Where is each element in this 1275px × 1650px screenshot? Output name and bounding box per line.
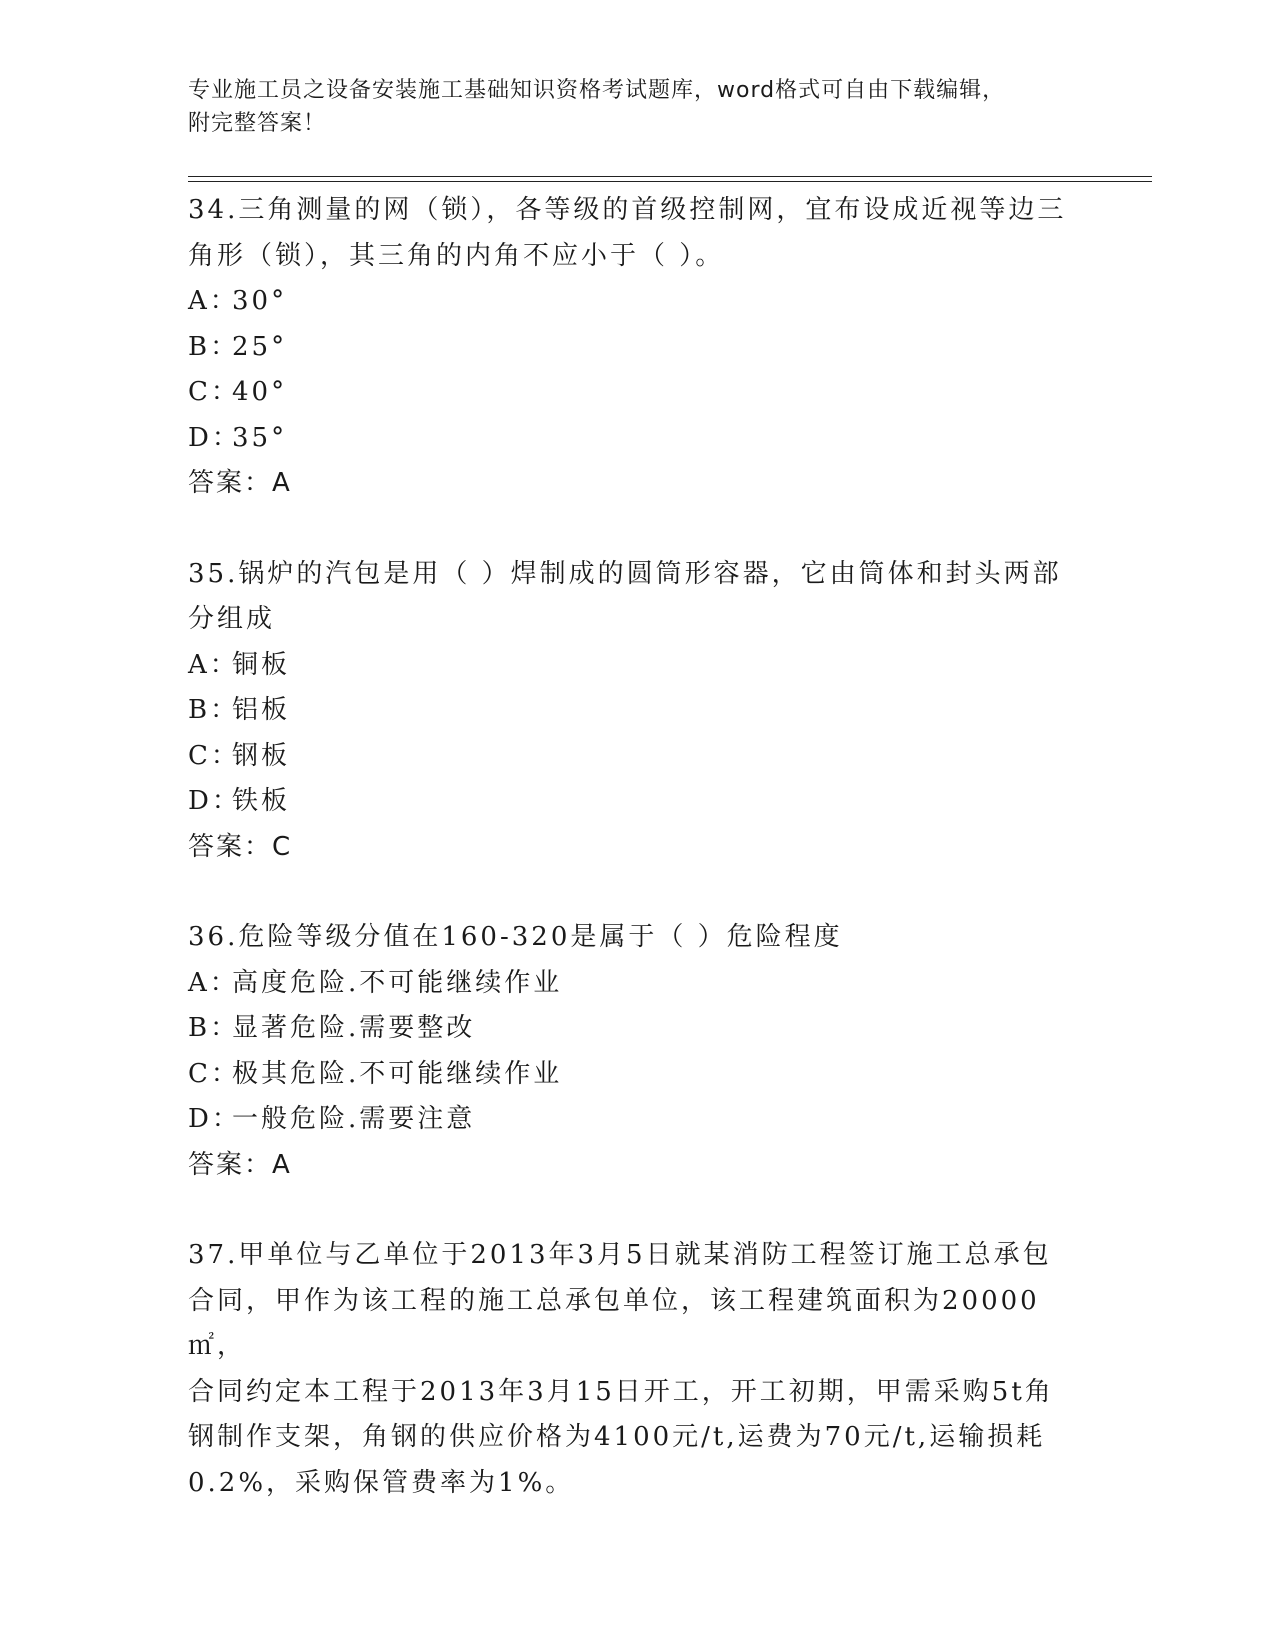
question-stem-line: 分组成: [188, 604, 276, 634]
option-b: [188, 688, 1088, 734]
option-text: 铜板: [232, 649, 291, 680]
header-divider-top: [188, 176, 1152, 177]
option-text: 35°: [232, 422, 288, 453]
option-text: 钢板: [232, 740, 291, 771]
option-text: 高度危险.不可能继续作业: [232, 967, 563, 998]
question-stem-line: 36.危险等级分值在160-320是属于（ ）危险程度: [188, 922, 843, 952]
option-label: B：: [188, 331, 240, 362]
spacer: [188, 1188, 1088, 1233]
option-label: B：: [188, 1013, 240, 1043]
option-c: [188, 370, 1088, 416]
question-stem-line: 34.三角测量的网（锁），各等级的首级控制网，宜布设成近视等边三: [188, 195, 1067, 225]
answer-line: 答案：C: [188, 831, 293, 862]
header-line-1: 专业施工员之设备安装施工基础知识资格考试题库，word格式可自由下载编辑，: [188, 78, 1006, 103]
option-text: 一般危险.需要注意: [232, 1104, 476, 1134]
option-label: A：: [188, 649, 239, 680]
option-b: [188, 325, 1088, 371]
question-stem-line: 37.甲单位与乙单位于2013年3月5日就某消防工程签订施工总承包: [188, 1240, 1052, 1270]
option-label: D：: [188, 1104, 241, 1134]
document-header: [188, 74, 1088, 140]
header-line-2: 附完整答案！: [188, 111, 327, 136]
answer-line: 答案：A: [188, 1149, 292, 1180]
option-a: [188, 961, 1088, 1007]
option-text: 极其危险.不可能继续作业: [232, 1058, 563, 1089]
option-label: C：: [188, 740, 240, 771]
option-text: 30°: [232, 286, 288, 316]
question-list: [188, 188, 1088, 1506]
question-stem-line: 角形（锁），其三角的内角不应小于（ ）。: [188, 240, 725, 271]
question-stem-line: 钢制作支架，角钢的供应价格为4100元/t,运费为70元/t,运输损耗: [188, 1422, 1046, 1452]
option-d: [188, 779, 1088, 825]
question-stem-line: 0.2%，采购保管费率为1%。: [188, 1467, 575, 1498]
question-36: [188, 915, 1088, 1188]
option-label: B：: [188, 695, 240, 725]
question-37: [188, 1233, 1088, 1506]
question-stem-line: 合同，甲作为该工程的施工总承包单位，该工程建筑面积为20000㎡，: [188, 1285, 1040, 1361]
option-d: [188, 416, 1088, 462]
option-c: [188, 734, 1088, 780]
option-a: [188, 643, 1088, 689]
question-34: [188, 188, 1088, 507]
option-d: [188, 1097, 1088, 1143]
option-label: A：: [188, 967, 239, 998]
option-label: C：: [188, 1058, 240, 1089]
question-stem-line: 35.锅炉的汽包是用（ ）焊制成的圆筒形容器，它由筒体和封头两部: [188, 558, 1062, 589]
header-divider-bottom: [188, 181, 1152, 182]
option-label: D：: [188, 422, 241, 453]
option-text: 铝板: [232, 695, 291, 725]
option-c: [188, 1052, 1088, 1098]
spacer: [188, 870, 1088, 915]
option-text: 显著危险.需要整改: [232, 1013, 476, 1043]
spacer: [188, 507, 1088, 552]
option-text: 铁板: [232, 786, 291, 816]
answer-line: 答案：A: [188, 468, 292, 498]
option-label: C：: [188, 377, 240, 407]
option-text: 40°: [232, 377, 288, 407]
option-b: [188, 1006, 1088, 1052]
option-a: [188, 279, 1088, 325]
option-label: D：: [188, 786, 241, 816]
option-text: 25°: [232, 331, 288, 362]
option-label: A：: [188, 286, 239, 316]
question-35: [188, 552, 1088, 871]
question-stem-line: 合同约定本工程于2013年3月15日开工，开工初期，甲需采购5t角: [188, 1376, 1054, 1407]
